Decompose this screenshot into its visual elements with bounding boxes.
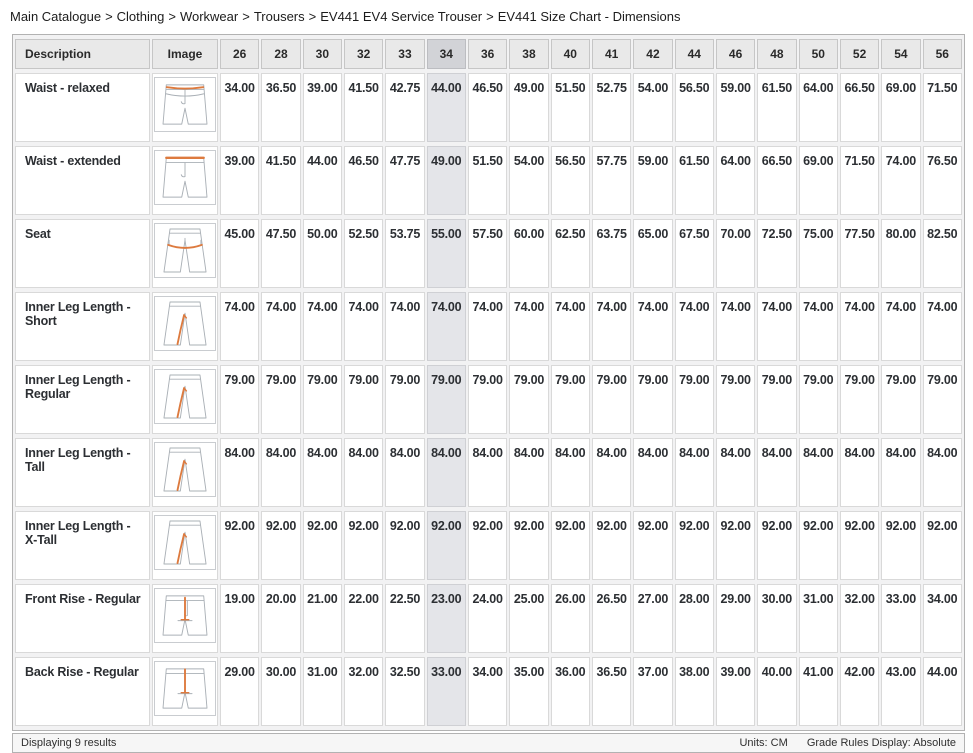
dimension-value-cell: 82.50: [923, 219, 962, 288]
dimension-value-cell: 64.00: [716, 146, 755, 215]
dimension-value-cell: 38.00: [675, 657, 714, 726]
size-column-header[interactable]: 56: [923, 39, 962, 69]
dimension-value-cell: 79.00: [303, 365, 342, 434]
dimension-value-cell: 84.00: [344, 438, 383, 507]
breadcrumb-item[interactable]: Trousers: [253, 9, 305, 24]
dimension-value-cell: 84.00: [385, 438, 424, 507]
dimension-value-cell: 84.00: [427, 438, 466, 507]
size-column-header[interactable]: 54: [881, 39, 920, 69]
dimension-value-cell: 47.50: [261, 219, 300, 288]
dimension-value-cell: 30.00: [261, 657, 300, 726]
dimension-value-cell: 63.75: [592, 219, 631, 288]
dimension-value-cell: 84.00: [633, 438, 672, 507]
dimension-value-cell: 65.00: [633, 219, 672, 288]
dimension-value-cell: 79.00: [923, 365, 962, 434]
size-table-body: [15, 73, 962, 726]
dimension-value-cell: 46.50: [344, 146, 383, 215]
dimension-value-cell: 92.00: [716, 511, 755, 580]
dimension-value-cell: 44.00: [303, 146, 342, 215]
dimension-value-cell: 33.00: [427, 657, 466, 726]
dimension-value-cell: 92.00: [799, 511, 838, 580]
dimension-value-cell: 39.00: [716, 657, 755, 726]
dimension-value-cell: 79.00: [385, 365, 424, 434]
dimension-value-cell: 74.00: [468, 292, 507, 361]
dimension-value-cell: 72.50: [757, 219, 796, 288]
size-column-header[interactable]: 42: [633, 39, 672, 69]
dimension-value-cell: 59.00: [633, 146, 672, 215]
dimension-value-cell: 92.00: [592, 511, 631, 580]
row-image-cell: [152, 657, 218, 726]
row-image-cell: [152, 292, 218, 361]
size-column-header[interactable]: 34: [427, 39, 466, 69]
row-description: Front Rise - Regular: [15, 584, 150, 653]
size-column-header[interactable]: 30: [303, 39, 342, 69]
dimension-value-cell: 79.00: [675, 365, 714, 434]
dimension-value-cell: 29.00: [220, 657, 259, 726]
dimension-value-cell: 74.00: [881, 292, 920, 361]
dimension-value-cell: 74.00: [303, 292, 342, 361]
size-column-header[interactable]: 44: [675, 39, 714, 69]
dimension-value-cell: 84.00: [468, 438, 507, 507]
trouser-seat-icon: [154, 223, 216, 278]
dimension-value-cell: 79.00: [881, 365, 920, 434]
dimension-value-cell: 84.00: [509, 438, 548, 507]
dimension-value-cell: 80.00: [881, 219, 920, 288]
status-right-group: [723, 737, 956, 749]
dimension-value-cell: 74.00: [757, 292, 796, 361]
dimension-value-cell: 92.00: [675, 511, 714, 580]
dimension-value-cell: 36.00: [551, 657, 590, 726]
dimension-value-cell: 84.00: [716, 438, 755, 507]
table-row: [15, 511, 962, 580]
row-description: Waist - relaxed: [15, 73, 150, 142]
size-table-header-row: [15, 39, 962, 69]
dimension-value-cell: 61.50: [757, 73, 796, 142]
dimension-value-cell: 84.00: [840, 438, 879, 507]
dimension-value-cell: 75.00: [799, 219, 838, 288]
dimension-value-cell: 74.00: [840, 292, 879, 361]
size-chart-table: [12, 34, 965, 731]
size-column-header[interactable]: 38: [509, 39, 548, 69]
dimension-value-cell: 66.50: [840, 73, 879, 142]
size-column-header[interactable]: 50: [799, 39, 838, 69]
dimension-value-cell: 54.00: [509, 146, 548, 215]
dimension-value-cell: 79.00: [592, 365, 631, 434]
breadcrumb-item[interactable]: EV441 EV4 Service Trouser: [320, 9, 483, 24]
dimension-value-cell: 79.00: [716, 365, 755, 434]
dimension-value-cell: 53.75: [385, 219, 424, 288]
dimension-value-cell: 74.00: [716, 292, 755, 361]
dimension-value-cell: 70.00: [716, 219, 755, 288]
dimension-value-cell: 79.00: [509, 365, 548, 434]
breadcrumb-separator: >: [105, 9, 113, 24]
dimension-value-cell: 84.00: [220, 438, 259, 507]
table-row: [15, 219, 962, 288]
breadcrumb-separator: >: [168, 9, 176, 24]
dimension-value-cell: 79.00: [468, 365, 507, 434]
trouser-inner-leg-icon: [154, 369, 216, 424]
size-column-header[interactable]: 36: [468, 39, 507, 69]
dimension-value-cell: 52.50: [344, 219, 383, 288]
dimension-value-cell: 44.00: [427, 73, 466, 142]
dimension-value-cell: 20.00: [261, 584, 300, 653]
table-row: [15, 292, 962, 361]
row-image-cell: [152, 146, 218, 215]
dimension-value-cell: 69.00: [799, 146, 838, 215]
breadcrumb-item[interactable]: EV441 Size Chart - Dimensions: [497, 9, 681, 24]
size-column-header[interactable]: 52: [840, 39, 879, 69]
dimension-value-cell: 39.00: [220, 146, 259, 215]
dimension-value-cell: 69.00: [881, 73, 920, 142]
dimension-value-cell: 74.00: [220, 292, 259, 361]
dimension-value-cell: 46.50: [468, 73, 507, 142]
dimension-value-cell: 92.00: [881, 511, 920, 580]
dimension-value-cell: 36.50: [261, 73, 300, 142]
dimension-value-cell: 50.00: [303, 219, 342, 288]
grade-rules-label: Grade Rules Display: Absolute: [806, 737, 956, 749]
size-column-header[interactable]: 28: [261, 39, 300, 69]
dimension-value-cell: 45.00: [220, 219, 259, 288]
size-column-header[interactable]: 33: [385, 39, 424, 69]
dimension-value-cell: 41.50: [261, 146, 300, 215]
dimension-value-cell: 79.00: [220, 365, 259, 434]
dimension-value-cell: 74.00: [385, 292, 424, 361]
dimension-value-cell: 79.00: [427, 365, 466, 434]
table-row: [15, 73, 962, 142]
dimension-value-cell: 39.00: [303, 73, 342, 142]
dimension-value-cell: 79.00: [344, 365, 383, 434]
dimension-value-cell: 27.00: [633, 584, 672, 653]
dimension-value-cell: 56.50: [675, 73, 714, 142]
breadcrumb-separator: >: [486, 9, 494, 24]
dimension-value-cell: 84.00: [551, 438, 590, 507]
size-column-header[interactable]: 32: [344, 39, 383, 69]
trouser-waist-relaxed-icon: [154, 77, 216, 132]
row-image-cell: [152, 584, 218, 653]
dimension-value-cell: 74.00: [509, 292, 548, 361]
dimension-value-cell: 29.00: [716, 584, 755, 653]
dimension-value-cell: 26.50: [592, 584, 631, 653]
dimension-value-cell: 74.00: [592, 292, 631, 361]
row-description: Waist - extended: [15, 146, 150, 215]
breadcrumb-item[interactable]: Main Catalogue: [10, 9, 102, 24]
dimension-value-cell: 92.00: [344, 511, 383, 580]
dimension-value-cell: 79.00: [757, 365, 796, 434]
dimension-value-cell: 34.00: [220, 73, 259, 142]
breadcrumb-item[interactable]: Workwear: [179, 9, 239, 24]
dimension-value-cell: 37.00: [633, 657, 672, 726]
dimension-value-cell: 79.00: [633, 365, 672, 434]
dimension-value-cell: 32.00: [840, 584, 879, 653]
dimension-value-cell: 92.00: [551, 511, 590, 580]
dimension-value-cell: 92.00: [303, 511, 342, 580]
dimension-value-cell: 34.00: [923, 584, 962, 653]
dimension-value-cell: 79.00: [551, 365, 590, 434]
dimension-value-cell: 92.00: [468, 511, 507, 580]
breadcrumb-separator: >: [308, 9, 317, 24]
dimension-value-cell: 49.00: [509, 73, 548, 142]
dimension-value-cell: 60.00: [509, 219, 548, 288]
dimension-value-cell: 59.00: [716, 73, 755, 142]
dimension-value-cell: 51.50: [468, 146, 507, 215]
dimension-value-cell: 79.00: [840, 365, 879, 434]
dimension-value-cell: 43.00: [881, 657, 920, 726]
row-image-cell: [152, 219, 218, 288]
dimension-value-cell: 74.00: [675, 292, 714, 361]
dimension-value-cell: 62.50: [551, 219, 590, 288]
dimension-value-cell: 84.00: [261, 438, 300, 507]
dimension-value-cell: 92.00: [509, 511, 548, 580]
dimension-value-cell: 32.50: [385, 657, 424, 726]
description-column-header: Description: [15, 39, 150, 69]
dimension-value-cell: 26.00: [551, 584, 590, 653]
dimension-value-cell: 57.75: [592, 146, 631, 215]
dimension-value-cell: 79.00: [799, 365, 838, 434]
dimension-value-cell: 84.00: [757, 438, 796, 507]
row-image-cell: [152, 73, 218, 142]
dimension-value-cell: 28.00: [675, 584, 714, 653]
units-label: Units: CM: [739, 737, 788, 749]
dimension-value-cell: 56.50: [551, 146, 590, 215]
trouser-waist-extended-icon: [154, 150, 216, 205]
size-column-header[interactable]: 41: [592, 39, 631, 69]
dimension-value-cell: 57.50: [468, 219, 507, 288]
results-count: Displaying 9 results: [21, 737, 117, 749]
dimension-value-cell: 66.50: [757, 146, 796, 215]
dimension-value-cell: 24.00: [468, 584, 507, 653]
dimension-value-cell: 77.50: [840, 219, 879, 288]
trouser-front-rise-icon: [154, 588, 216, 643]
dimension-value-cell: 74.00: [923, 292, 962, 361]
dimension-value-cell: 33.00: [881, 584, 920, 653]
row-image-cell: [152, 365, 218, 434]
dimension-value-cell: 92.00: [385, 511, 424, 580]
dimension-value-cell: 42.75: [385, 73, 424, 142]
dimension-value-cell: 22.00: [344, 584, 383, 653]
dimension-value-cell: 92.00: [220, 511, 259, 580]
dimension-value-cell: 44.00: [923, 657, 962, 726]
dimension-value-cell: 84.00: [675, 438, 714, 507]
row-description: Back Rise - Regular: [15, 657, 150, 726]
dimension-value-cell: 42.00: [840, 657, 879, 726]
dimension-value-cell: 71.50: [923, 73, 962, 142]
dimension-value-cell: 19.00: [220, 584, 259, 653]
dimension-value-cell: 30.00: [757, 584, 796, 653]
dimension-value-cell: 74.00: [633, 292, 672, 361]
dimension-value-cell: 79.00: [261, 365, 300, 434]
dimension-value-cell: 52.75: [592, 73, 631, 142]
dimension-value-cell: 92.00: [840, 511, 879, 580]
breadcrumb: [0, 0, 973, 24]
row-description: Inner Leg Length - Tall: [15, 438, 150, 507]
dimension-value-cell: 32.00: [344, 657, 383, 726]
dimension-value-cell: 41.50: [344, 73, 383, 142]
dimension-value-cell: 74.00: [427, 292, 466, 361]
dimension-value-cell: 92.00: [757, 511, 796, 580]
dimension-value-cell: 40.00: [757, 657, 796, 726]
dimension-value-cell: 76.50: [923, 146, 962, 215]
dimension-value-cell: 92.00: [633, 511, 672, 580]
dimension-value-cell: 54.00: [633, 73, 672, 142]
dimension-value-cell: 74.00: [881, 146, 920, 215]
dimension-value-cell: 74.00: [551, 292, 590, 361]
size-column-header[interactable]: 48: [757, 39, 796, 69]
size-column-header[interactable]: 40: [551, 39, 590, 69]
table-row: [15, 365, 962, 434]
trouser-inner-leg-icon: [154, 442, 216, 497]
row-image-cell: [152, 438, 218, 507]
trouser-back-rise-icon: [154, 661, 216, 716]
table-row: [15, 584, 962, 653]
trouser-inner-leg-icon: [154, 296, 216, 351]
dimension-value-cell: 84.00: [592, 438, 631, 507]
dimension-value-cell: 64.00: [799, 73, 838, 142]
dimension-value-cell: 61.50: [675, 146, 714, 215]
dimension-value-cell: 84.00: [303, 438, 342, 507]
dimension-value-cell: 51.50: [551, 73, 590, 142]
dimension-value-cell: 84.00: [799, 438, 838, 507]
dimension-value-cell: 41.00: [799, 657, 838, 726]
dimension-value-cell: 67.50: [675, 219, 714, 288]
dimension-value-cell: 92.00: [923, 511, 962, 580]
table-row: [15, 146, 962, 215]
dimension-value-cell: 23.00: [427, 584, 466, 653]
dimension-value-cell: 35.00: [509, 657, 548, 726]
dimension-value-cell: 22.50: [385, 584, 424, 653]
dimension-value-cell: 31.00: [303, 657, 342, 726]
dimension-value-cell: 71.50: [840, 146, 879, 215]
row-description: Seat: [15, 219, 150, 288]
dimension-value-cell: 31.00: [799, 584, 838, 653]
dimension-value-cell: 92.00: [261, 511, 300, 580]
table-row: [15, 438, 962, 507]
row-description: Inner Leg Length - X-Tall: [15, 511, 150, 580]
dimension-value-cell: 92.00: [427, 511, 466, 580]
size-column-header[interactable]: 46: [716, 39, 755, 69]
dimension-value-cell: 55.00: [427, 219, 466, 288]
dimension-value-cell: 21.00: [303, 584, 342, 653]
status-bar: [12, 733, 965, 753]
trouser-inner-leg-icon: [154, 515, 216, 570]
dimension-value-cell: 84.00: [881, 438, 920, 507]
dimension-value-cell: 74.00: [799, 292, 838, 361]
dimension-value-cell: 49.00: [427, 146, 466, 215]
size-column-header[interactable]: 26: [220, 39, 259, 69]
breadcrumb-separator: >: [242, 9, 250, 24]
dimension-value-cell: 74.00: [261, 292, 300, 361]
dimension-value-cell: 34.00: [468, 657, 507, 726]
row-description: Inner Leg Length - Short: [15, 292, 150, 361]
dimension-value-cell: 36.50: [592, 657, 631, 726]
row-description: Inner Leg Length - Regular: [15, 365, 150, 434]
row-image-cell: [152, 511, 218, 580]
dimension-value-cell: 84.00: [923, 438, 962, 507]
image-column-header: Image: [152, 39, 218, 69]
breadcrumb-item[interactable]: Clothing: [116, 9, 165, 24]
dimension-value-cell: 74.00: [344, 292, 383, 361]
table-row: [15, 657, 962, 726]
dimension-value-cell: 25.00: [509, 584, 548, 653]
dimension-value-cell: 47.75: [385, 146, 424, 215]
